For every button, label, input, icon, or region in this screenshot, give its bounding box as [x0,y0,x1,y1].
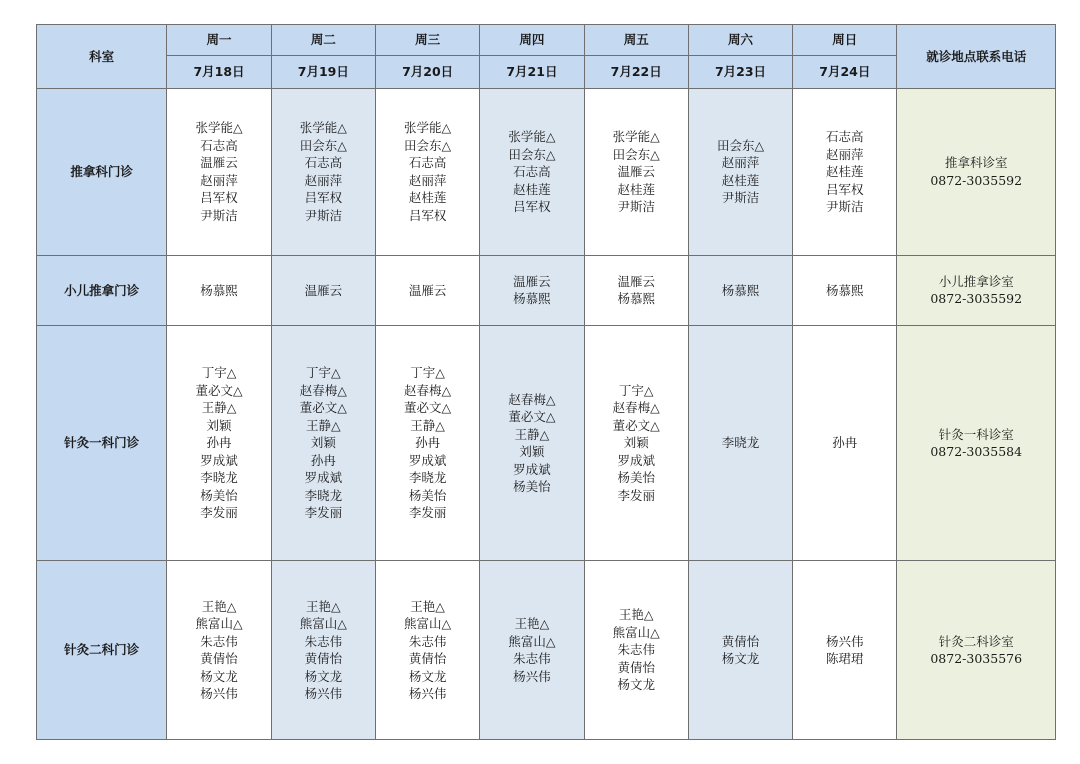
doctor-name: 熊富山△ [612,624,660,640]
doctor-name: 赵丽萍 [721,155,760,171]
doctor-name: 熊富山△ [299,616,347,632]
department-name: 小儿推拿门诊 [37,255,167,325]
schedule-cell [375,89,479,256]
doctor-name: 赵桂莲 [721,172,760,188]
doctor-name: 李晓龙 [304,487,343,503]
schedule-cell [480,326,584,561]
doctor-name: 罗成斌 [513,461,551,477]
doctor-name: 王静△ [201,400,237,416]
doctor-name: 王静△ [306,417,341,433]
contact-cell [897,326,1056,561]
schedule-cell [793,326,897,561]
schedule-cell [584,89,688,256]
weekday-header-row [37,25,1056,56]
doctor-name: 张学能△ [299,120,347,136]
clinic-phone: 0872-3035592 [930,172,1023,188]
doctor-name: 孙冉 [832,435,858,451]
weekday-header: 周六 [688,25,792,56]
schedule-cell [271,89,375,256]
doctor-name: 田会东△ [404,137,452,153]
doctor-name: 王艳△ [306,598,341,614]
doctor-name: 王艳△ [514,616,550,632]
doctor-name: 赵桂莲 [617,181,655,197]
doctor-name: 李晓龙 [200,470,238,486]
doctor-name: 杨文龙 [408,668,447,684]
doctor-name: 温雁云 [617,273,655,289]
doctor-name: 张学能△ [404,120,452,136]
schedule-cell [271,255,375,325]
doctor-name: 尹斯洁 [826,199,864,215]
schedule-cell [375,255,479,325]
doctor-name: 田会东△ [612,146,660,162]
doctor-name: 赵丽萍 [200,172,238,188]
weekday-header: 周四 [480,25,584,56]
schedule-cell [271,561,375,740]
doctor-name: 杨兴伟 [408,686,447,702]
schedule-cell [480,561,584,740]
doctor-name: 刘颖 [310,435,336,451]
doctor-name: 石志高 [408,155,447,171]
doctor-name: 罗成斌 [200,452,238,468]
clinic-location: 针灸一科诊室 [938,426,1014,442]
doctor-name: 朱志伟 [304,633,343,649]
doctor-name: 石志高 [200,137,238,153]
doctor-name: 吕军权 [826,181,864,197]
schedule-cell [584,561,688,740]
doctor-name: 李发丽 [408,505,447,521]
contact-cell [897,89,1056,256]
date-header: 7月22日 [584,56,688,89]
schedule-cell [584,326,688,561]
doctor-name: 吕军权 [408,207,447,223]
doctor-name: 吕军权 [304,190,343,206]
doctor-name: 吕军权 [200,190,238,206]
date-header: 7月23日 [688,56,792,89]
duty-schedule-table [36,24,1056,740]
schedule-cell [480,255,584,325]
department-row [37,255,1056,325]
doctor-name: 杨美怡 [617,470,655,486]
doctor-name: 赵丽萍 [304,172,343,188]
doctor-name: 丁宇△ [201,365,237,381]
doctor-name: 杨文龙 [304,668,343,684]
doctor-name: 黄倩怡 [408,651,447,667]
doctor-name: 丁宇△ [618,382,654,398]
schedule-cell [167,561,271,740]
doctor-name: 杨文龙 [721,651,760,667]
doctor-name: 罗成斌 [617,452,655,468]
doctor-name: 刘颖 [206,417,232,433]
weekday-header: 周日 [793,25,897,56]
contact-cell [897,255,1056,325]
doctor-name: 石志高 [513,164,551,180]
schedule-cell [688,89,792,256]
doctor-name: 王艳△ [410,598,445,614]
doctor-name: 朱志伟 [408,633,447,649]
schedule-cell [688,326,792,561]
department-row [37,89,1056,256]
clinic-location: 推拿科诊室 [944,155,1008,171]
date-header: 7月20日 [375,56,479,89]
doctor-name: 孙冉 [310,452,336,468]
doctor-name: 杨兴伟 [513,668,551,684]
doctor-name: 罗成斌 [408,452,447,468]
doctor-name: 杨文龙 [200,668,238,684]
doctor-name: 赵春梅△ [508,391,556,407]
schedule-cell [688,255,792,325]
doctor-name: 赵桂莲 [513,181,551,197]
doctor-name: 董必文△ [508,409,556,425]
weekday-header: 周二 [271,25,375,56]
doctor-name: 杨美怡 [200,487,238,503]
doctor-name: 刘颖 [623,435,649,451]
doctor-name: 赵丽萍 [408,172,447,188]
doctor-name: 尹斯洁 [200,207,238,223]
doctor-name: 尹斯洁 [617,199,655,215]
doctor-name: 李晓龙 [721,435,760,451]
schedule-cell [688,561,792,740]
doctor-name: 董必文△ [612,417,660,433]
doctor-name: 赵春梅△ [404,382,452,398]
doctor-name: 朱志伟 [513,651,551,667]
doctor-name: 孙冉 [415,435,441,451]
schedule-cell [375,326,479,561]
doctor-name: 董必文△ [195,382,243,398]
schedule-cell [584,255,688,325]
doctor-name: 黄倩怡 [617,659,655,675]
doctor-name: 田会东△ [716,137,765,153]
schedule-cell [480,89,584,256]
doctor-name: 朱志伟 [617,642,655,658]
weekday-header: 周五 [584,25,688,56]
doctor-name: 杨慕熙 [721,282,760,298]
clinic-location: 小儿推拿诊室 [938,273,1014,289]
doctor-name: 赵丽萍 [826,146,864,162]
doctor-name: 李发丽 [617,487,655,503]
schedule-cell [793,561,897,740]
doctor-name: 王静△ [410,417,445,433]
doctor-name: 罗成斌 [304,470,343,486]
schedule-cell [375,561,479,740]
doctor-name: 董必文△ [299,400,347,416]
doctor-name: 孙冉 [206,435,232,451]
doctor-name: 王艳△ [201,598,237,614]
doctor-name: 张学能△ [612,129,660,145]
schedule-cell [167,326,271,561]
doctor-name: 丁宇△ [410,365,445,381]
doctor-name: 赵桂莲 [408,190,447,206]
doctor-name: 刘颖 [519,444,545,460]
doctor-name: 李发丽 [200,505,238,521]
schedule-cell [271,326,375,561]
doctor-name: 尹斯洁 [304,207,343,223]
department-row [37,326,1056,561]
doctor-name: 丁宇△ [306,365,341,381]
clinic-phone: 0872-3035584 [930,444,1023,460]
date-header: 7月21日 [480,56,584,89]
doctor-name: 田会东△ [508,146,556,162]
doctor-name: 田会东△ [299,137,347,153]
doctor-name: 杨慕熙 [826,282,864,298]
date-header: 7月18日 [167,56,271,89]
doctor-name: 石志高 [304,155,343,171]
clinic-phone: 0872-3035592 [930,291,1023,307]
doctor-name: 黄倩怡 [721,633,760,649]
doctor-name: 杨美怡 [513,479,551,495]
doctor-name: 石志高 [826,129,864,145]
department-name: 推拿科门诊 [37,89,167,256]
schedule-cell [793,89,897,256]
date-header: 7月24日 [793,56,897,89]
doctor-name: 杨兴伟 [826,633,864,649]
doctor-name: 杨兴伟 [200,686,238,702]
doctor-name: 吕军权 [513,199,551,215]
doctor-name: 李晓龙 [408,470,447,486]
doctor-name: 杨慕熙 [200,282,238,298]
schedule-cell [793,255,897,325]
dept-column-header: 科室 [37,25,167,89]
schedule-cell [167,255,271,325]
doctor-name: 杨美怡 [408,487,447,503]
doctor-name: 张学能△ [508,129,556,145]
doctor-name: 温雁云 [617,164,655,180]
schedule-cell [167,89,271,256]
doctor-name: 李发丽 [304,505,343,521]
doctor-name: 温雁云 [200,155,238,171]
contact-cell [897,561,1056,740]
doctor-name: 赵桂莲 [826,164,864,180]
clinic-location: 针灸二科诊室 [938,633,1014,649]
department-row [37,561,1056,740]
doctor-name: 张学能△ [195,120,243,136]
weekday-header: 周三 [375,25,479,56]
doctor-name: 黄倩怡 [200,651,238,667]
doctor-name: 黄倩怡 [304,651,343,667]
doctor-name: 温雁云 [304,282,343,298]
clinic-phone: 0872-3035576 [930,651,1023,667]
doctor-name: 赵春梅△ [299,382,347,398]
date-header: 7月19日 [271,56,375,89]
doctor-name: 杨慕熙 [617,291,655,307]
weekday-header: 周一 [167,25,271,56]
doctor-name: 王艳△ [618,607,654,623]
doctor-name: 杨慕熙 [513,291,551,307]
doctor-name: 熊富山△ [195,616,243,632]
doctor-name: 董必文△ [404,400,452,416]
doctor-name: 陈珺珺 [826,651,864,667]
doctor-name: 熊富山△ [404,616,452,632]
department-name: 针灸二科门诊 [37,561,167,740]
doctor-name: 尹斯洁 [721,190,760,206]
doctor-name: 温雁云 [513,273,551,289]
doctor-name: 熊富山△ [508,633,556,649]
doctor-name: 杨文龙 [617,677,655,693]
department-name: 针灸一科门诊 [37,326,167,561]
doctor-name: 温雁云 [408,282,447,298]
doctor-name: 赵春梅△ [612,400,660,416]
doctor-name: 杨兴伟 [304,686,343,702]
doctor-name: 王静△ [514,426,550,442]
contact-column-header: 就诊地点联系电话 [897,25,1056,89]
doctor-name: 朱志伟 [200,633,238,649]
